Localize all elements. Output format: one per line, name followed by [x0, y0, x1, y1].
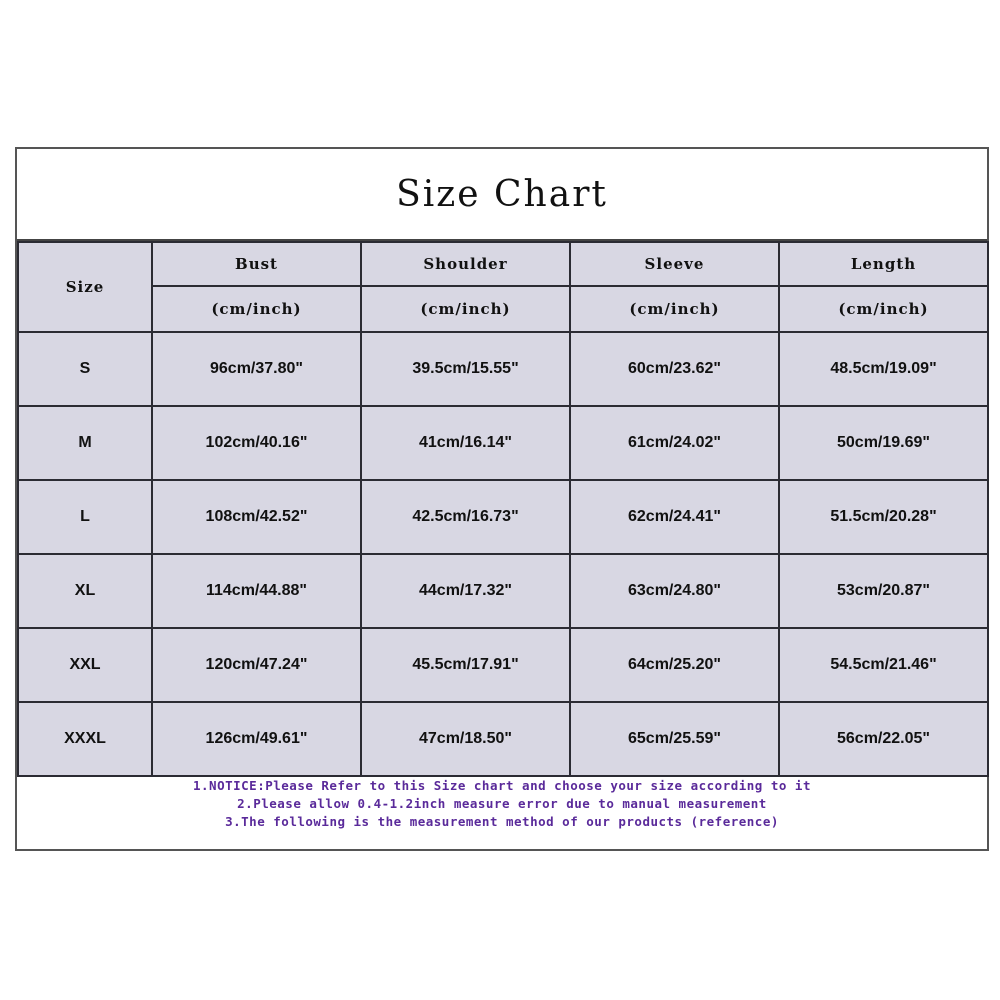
note-line: 3.The following is the measurement method of our products (reference)	[225, 814, 779, 829]
header-length: Length	[779, 242, 988, 286]
bust-cell: 96cm/37.80"	[152, 332, 361, 406]
sleeve-cell: 62cm/24.41"	[570, 480, 779, 554]
size-table	[17, 241, 989, 777]
table-row	[18, 628, 988, 702]
length-cell: 54.5cm/21.46"	[779, 628, 988, 702]
length-cell: 50cm/19.69"	[779, 406, 988, 480]
shoulder-cell: 45.5cm/17.91"	[361, 628, 570, 702]
header-sleeve: Sleeve	[570, 242, 779, 286]
note-line: 1.NOTICE:Please Refer to this Size chart and choose your size according to it	[193, 778, 811, 793]
shoulder-cell: 47cm/18.50"	[361, 702, 570, 776]
size-chart	[15, 147, 989, 851]
chart-title: Size Chart	[17, 149, 987, 241]
header-row-names	[18, 242, 988, 286]
header-row-units	[18, 286, 988, 332]
table-row	[18, 554, 988, 628]
bust-cell: 102cm/40.16"	[152, 406, 361, 480]
size-cell: M	[18, 406, 152, 480]
table-row	[18, 332, 988, 406]
size-cell: XXL	[18, 628, 152, 702]
shoulder-cell: 41cm/16.14"	[361, 406, 570, 480]
table-row	[18, 406, 988, 480]
length-cell: 53cm/20.87"	[779, 554, 988, 628]
sleeve-cell: 64cm/25.20"	[570, 628, 779, 702]
notes	[17, 777, 987, 831]
bust-cell: 108cm/42.52"	[152, 480, 361, 554]
length-cell: 48.5cm/19.09"	[779, 332, 988, 406]
bust-cell: 120cm/47.24"	[152, 628, 361, 702]
unit-sleeve: (cm/inch)	[570, 286, 779, 332]
table-row	[18, 480, 988, 554]
note-line: 2.Please allow 0.4-1.2inch measure error due to manual measurement	[237, 796, 767, 811]
shoulder-cell: 44cm/17.32"	[361, 554, 570, 628]
size-cell: XXXL	[18, 702, 152, 776]
header-size: Size	[18, 242, 152, 332]
shoulder-cell: 39.5cm/15.55"	[361, 332, 570, 406]
bust-cell: 114cm/44.88"	[152, 554, 361, 628]
sleeve-cell: 63cm/24.80"	[570, 554, 779, 628]
unit-length: (cm/inch)	[779, 286, 988, 332]
unit-bust: (cm/inch)	[152, 286, 361, 332]
length-cell: 51.5cm/20.28"	[779, 480, 988, 554]
size-cell: XL	[18, 554, 152, 628]
header-shoulder: Shoulder	[361, 242, 570, 286]
header-bust: Bust	[152, 242, 361, 286]
size-cell: S	[18, 332, 152, 406]
table-row	[18, 702, 988, 776]
bust-cell: 126cm/49.61"	[152, 702, 361, 776]
size-cell: L	[18, 480, 152, 554]
sleeve-cell: 65cm/25.59"	[570, 702, 779, 776]
shoulder-cell: 42.5cm/16.73"	[361, 480, 570, 554]
sleeve-cell: 61cm/24.02"	[570, 406, 779, 480]
unit-shoulder: (cm/inch)	[361, 286, 570, 332]
sleeve-cell: 60cm/23.62"	[570, 332, 779, 406]
length-cell: 56cm/22.05"	[779, 702, 988, 776]
